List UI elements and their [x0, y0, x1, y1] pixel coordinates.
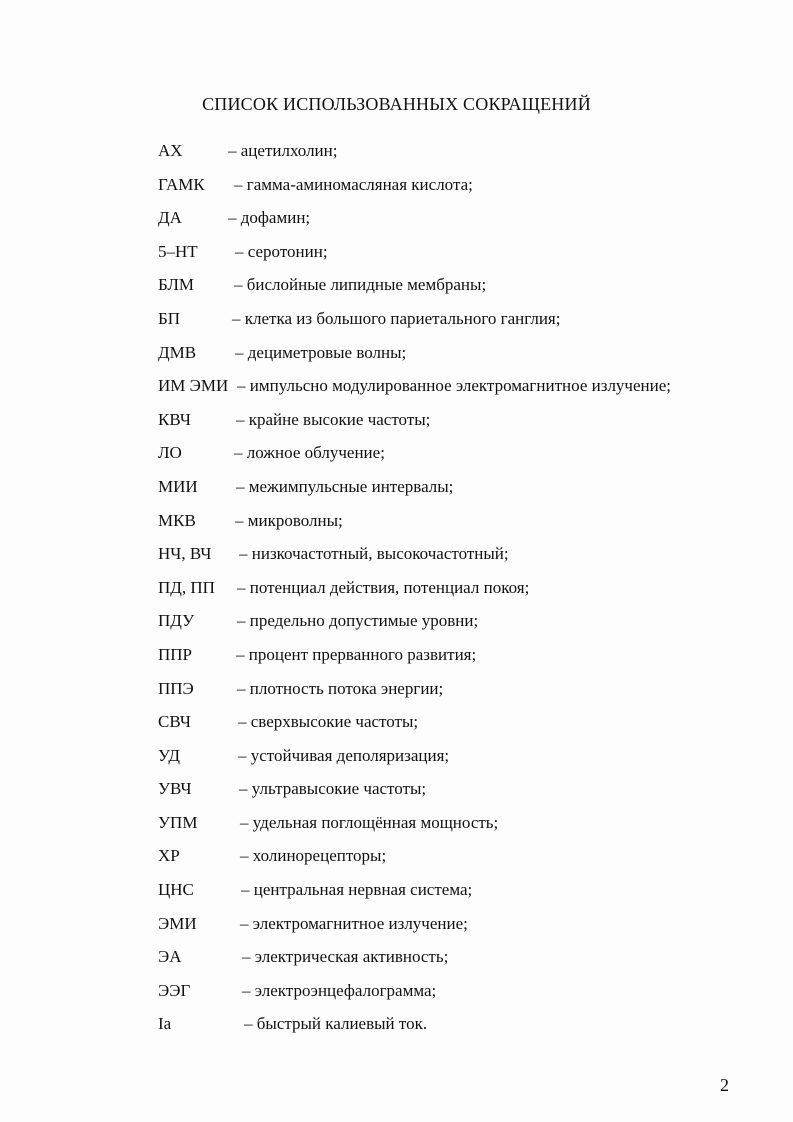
abbreviation-term: ГАМК [158, 174, 205, 194]
abbreviation-definition: – ложное облучение; [234, 443, 385, 463]
list-item [158, 1013, 758, 1047]
abbreviation-definition: – холинорецепторы; [240, 846, 387, 866]
abbreviation-term: АХ [158, 141, 183, 160]
list-item [158, 913, 758, 947]
abbreviation-term: ДМВ [158, 342, 197, 362]
list-item [158, 577, 758, 611]
abbreviation-term: ЭМИ [158, 913, 197, 933]
abbreviation-term: КВЧ [158, 409, 191, 429]
abbreviation-term: УПМ [158, 812, 198, 832]
abbreviation-term: МКВ [158, 510, 196, 530]
abbreviation-list [158, 140, 758, 1047]
abbreviation-definition: – межимпульсные интервалы; [236, 476, 454, 496]
abbreviation-term: ЛО [158, 443, 182, 463]
abbreviation-definition: – дофамин; [228, 208, 311, 228]
abbreviation-term: ЦНС [158, 880, 194, 900]
list-item [158, 442, 758, 476]
list-item [158, 342, 758, 376]
list-item [158, 845, 758, 879]
abbreviation-term: ХР [158, 846, 180, 866]
abbreviation-term: УВЧ [158, 779, 192, 799]
abbreviation-term: ППР [158, 644, 193, 664]
abbreviation-definition: – электромагнитное излучение; [240, 913, 468, 933]
list-item [158, 174, 758, 208]
list-item [158, 543, 758, 577]
abbreviation-term: ППЭ [158, 678, 194, 698]
list-item [158, 879, 758, 913]
abbreviation-definition: – процент прерванного развития; [236, 644, 477, 664]
abbreviation-definition: – электрическая активность; [242, 947, 449, 967]
list-item [158, 610, 758, 644]
list-item [158, 711, 758, 745]
list-item [158, 409, 758, 443]
abbreviation-term: ИМ ЭМИ [158, 376, 229, 396]
abbreviation-definition: – быстрый калиевый ток. [244, 1014, 428, 1034]
abbreviation-definition: – гамма-аминомасляная кислота; [234, 174, 473, 194]
abbreviation-definition: – клетка из большого париетального ганглия; [232, 308, 561, 328]
abbreviation-term: БП [158, 308, 181, 328]
abbreviation-definition: – крайне высокие частоты; [236, 409, 431, 429]
abbreviation-definition: – низкочастотный, высокочастотный; [239, 544, 509, 564]
abbreviation-term: НЧ, ВЧ [158, 544, 212, 564]
abbreviation-definition: – удельная поглощённая мощность; [240, 812, 499, 832]
abbreviation-definition: – устойчивая деполяризация; [238, 745, 450, 765]
abbreviation-term: ДА [158, 208, 182, 228]
abbreviation-term: ПД, ПП [158, 577, 215, 597]
abbreviation-definition: – центральная нервная система; [241, 880, 473, 900]
abbreviation-term: ЭА [158, 947, 182, 967]
list-item [158, 678, 758, 712]
abbreviation-definition: – серотонин; [235, 241, 328, 261]
list-item [158, 812, 758, 846]
abbreviation-definition: – дециметровые волны; [235, 342, 407, 362]
list-item [158, 375, 758, 409]
abbreviation-term: СВЧ [158, 712, 191, 732]
abbreviation-definition: – бислойные липидные мембраны; [234, 275, 487, 295]
list-item [158, 207, 758, 241]
abbreviation-definition: – потенциал действия, потенциал покоя; [237, 577, 530, 597]
abbreviation-definition: – плотность потока энергии; [237, 678, 444, 698]
abbreviation-term: 5–НТ [158, 241, 198, 261]
abbreviation-term: УД [158, 745, 180, 765]
list-item [158, 308, 758, 342]
list-item [158, 644, 758, 678]
list-item [158, 778, 758, 812]
list-item [158, 980, 758, 1014]
page-title: СПИСОК ИСПОЛЬЗОВАННЫХ СОКРАЩЕНИЙ [202, 94, 591, 114]
list-item [158, 510, 758, 544]
abbreviation-definition: – сверхвысокие частоты; [238, 712, 419, 732]
abbreviation-definition: – импульсно модулированное электромагнитное излучение; [237, 376, 671, 396]
list-item [158, 140, 758, 174]
abbreviation-term: ПДУ [158, 611, 195, 631]
list-item [158, 745, 758, 779]
list-item [158, 241, 758, 275]
page-number: 2 [720, 1075, 729, 1095]
list-item [158, 476, 758, 510]
abbreviation-term: Ia [158, 1014, 172, 1034]
abbreviation-definition: – ультравысокие частоты; [239, 779, 427, 799]
abbreviation-definition: – ацетилхолин; [228, 141, 338, 160]
abbreviation-term: БЛМ [158, 275, 194, 295]
abbreviation-term: МИИ [158, 476, 198, 496]
abbreviation-definition: – электроэнцефалограмма; [242, 980, 437, 1000]
list-item [158, 946, 758, 980]
abbreviation-term: ЭЭГ [158, 980, 191, 1000]
list-item [158, 274, 758, 308]
abbreviation-definition: – микроволны; [235, 510, 343, 530]
abbreviation-definition: – предельно допустимые уровни; [237, 611, 479, 631]
